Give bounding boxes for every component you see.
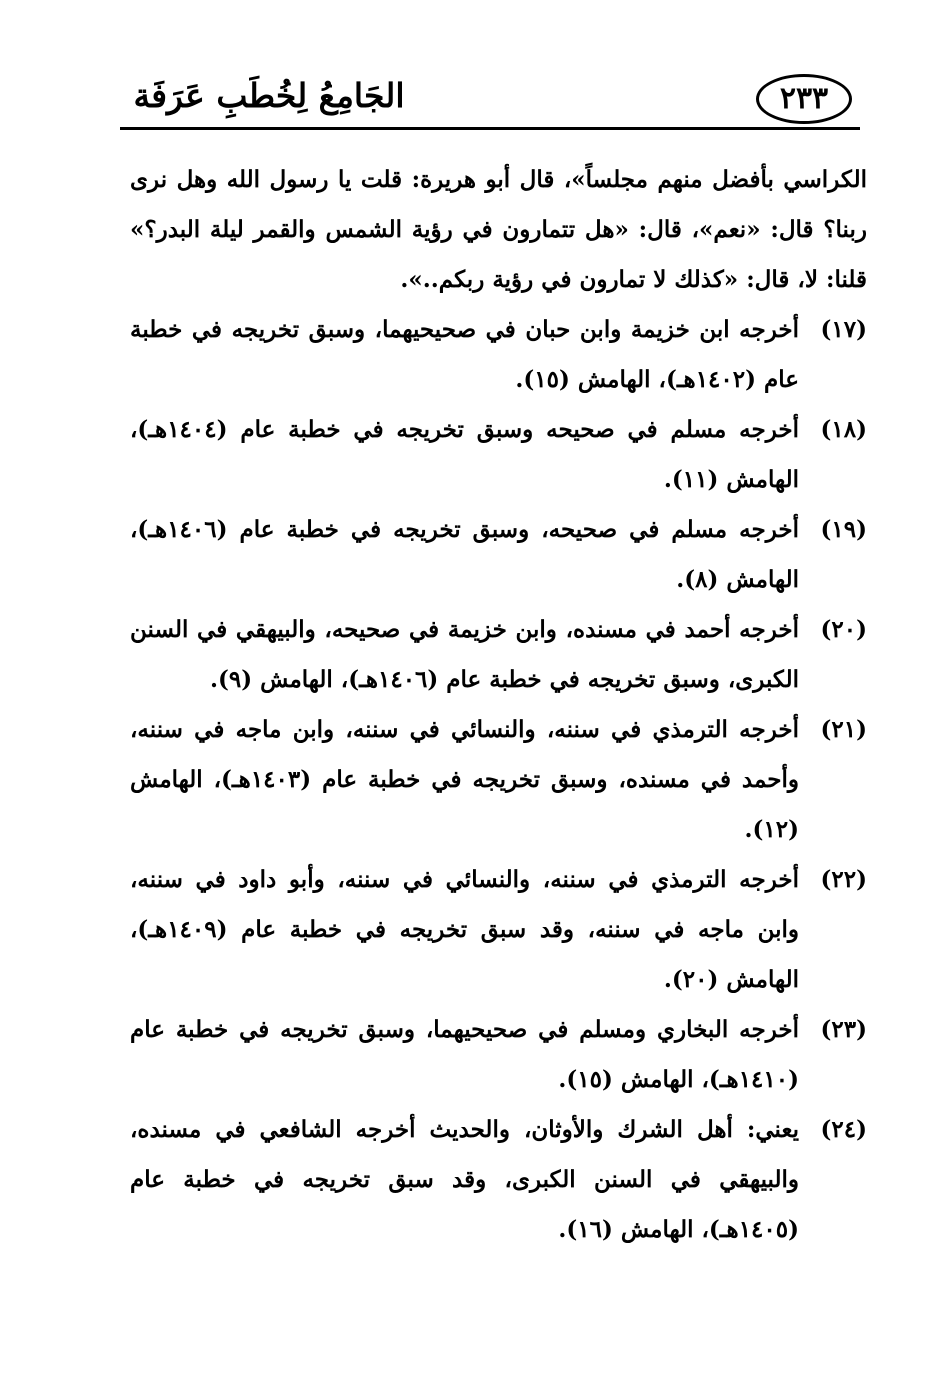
page-number-badge: ٢٣٣ bbox=[756, 74, 852, 124]
footnote-text: يعني: أهل الشرك والأوثان، والحديث أخرجه الشافعي في مسنده، والبيهقي في السنن الكبرى، وقد سبق تخريجه في خطبة عام (١٤٠٥هـ)، الهامش (١٦). bbox=[130, 1116, 799, 1243]
footnote-number: (٢٣) bbox=[820, 1016, 867, 1043]
intro-paragraph: الكراسي بأفضل منهم مجلساً»، قال أبو هريرة: قلت يا رسول الله وهل نرى ربنا؟ قال: «نعم»، قال: «هل تتمارون في رؤية الشمس والقمر ليلة البدر؟» قلنا: لا، قال: «كذلك لا تمارون في رؤية ربكم..». bbox=[130, 166, 867, 293]
footnote-22 bbox=[130, 855, 867, 1005]
footnote-number: (٢٢) bbox=[820, 866, 867, 893]
footnote-number: (٢١) bbox=[820, 716, 867, 743]
footnote-text: أخرجه مسلم في صحيحه وسبق تخريجه في خطبة عام (١٤٠٤هـ)، الهامش (١١). bbox=[130, 416, 799, 493]
footnote-text: أخرجه مسلم في صحيحه، وسبق تخريجه في خطبة عام (١٤٠٦هـ)، الهامش (٨). bbox=[130, 516, 799, 593]
footnote-text: أخرجه أحمد في مسنده، وابن خزيمة في صحيحه، والبيهقي في السنن الكبرى، وسبق تخريجه في خطبة عام (١٤٠٦هـ)، الهامش (٩). bbox=[130, 616, 799, 693]
footnote-number: (١٧) bbox=[820, 316, 867, 343]
footnotes-list bbox=[130, 305, 867, 1255]
page-header bbox=[120, 68, 860, 130]
footnote-text: أخرجه الترمذي في سننه، والنسائي في سننه، وأبو داود في سننه، وابن ماجه في سننه، وقد سبق تخريجه في خطبة عام (١٤٠٩هـ)، الهامش (٢٠). bbox=[130, 866, 799, 993]
footnote-23 bbox=[130, 1005, 867, 1105]
footnote-number: (٢٤) bbox=[820, 1116, 867, 1143]
book-title: الجَامِعُ لِخُطَبِ عَرَفَة bbox=[133, 75, 405, 115]
header-rule bbox=[120, 127, 860, 130]
footnote-number: (١٨) bbox=[820, 416, 867, 443]
footnote-17 bbox=[130, 305, 867, 405]
footnote-text: أخرجه ابن خزيمة وابن حبان في صحيحيهما، وسبق تخريجه في خطبة عام (١٤٠٢هـ)، الهامش (١٥). bbox=[130, 316, 799, 393]
footnote-number: (١٩) bbox=[820, 516, 867, 543]
footnote-18 bbox=[130, 405, 867, 505]
footnote-text: أخرجه الترمذي في سننه، والنسائي في سننه، وابن ماجه في سننه، وأحمد في مسنده، وسبق تخريجه في خطبة عام (١٤٠٣هـ)، الهامش (١٢). bbox=[130, 716, 799, 843]
footnote-24 bbox=[130, 1105, 867, 1255]
footnote-text: أخرجه البخاري ومسلم في صحيحيهما، وسبق تخريجه في خطبة عام (١٤١٠هـ)، الهامش (١٥). bbox=[130, 1016, 799, 1093]
footnote-number: (٢٠) bbox=[820, 616, 867, 643]
footnote-21 bbox=[130, 705, 867, 855]
footnote-19 bbox=[130, 505, 867, 605]
footnote-20 bbox=[130, 605, 867, 705]
